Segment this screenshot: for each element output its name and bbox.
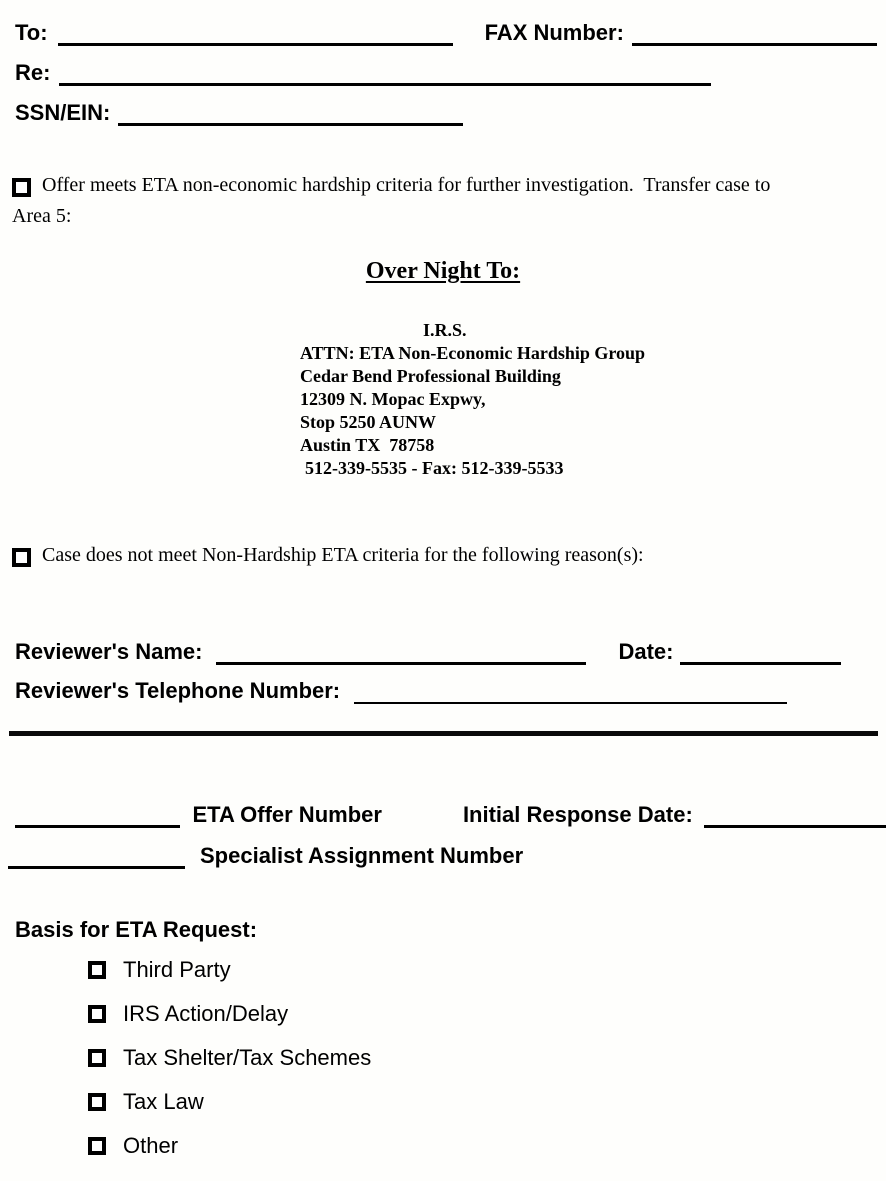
address-line-building: Cedar Bend Professional Building	[300, 366, 561, 386]
to-fax-row	[15, 20, 886, 46]
other-label: Other	[123, 1133, 179, 1158]
fax-number-label: FAX Number:	[484, 20, 624, 45]
tax-law-checkbox[interactable]	[88, 1093, 106, 1111]
reviewer-name-label: Reviewer's Name:	[15, 639, 203, 664]
re-field-line[interactable]	[59, 62, 711, 86]
irs-action-delay-label: IRS Action/Delay	[123, 1001, 289, 1026]
address-line-irs: I.R.S.	[423, 320, 467, 340]
offer-meets-criteria-section	[12, 170, 886, 232]
eta-offer-number-row	[0, 802, 886, 828]
initial-response-date-label: Initial Response Date:	[462, 802, 693, 827]
irs-action-delay-checkbox[interactable]	[88, 1005, 106, 1023]
address-line-city: Austin TX 78758	[300, 435, 435, 455]
reviewer-phone-row	[0, 678, 886, 704]
basis-options-list	[0, 957, 886, 1159]
offer-meets-criteria-text: Offer meets ETA non-economic hardship criteria for further investigation. Transfer case to	[42, 174, 771, 196]
to-field-line[interactable]	[58, 22, 453, 46]
section-divider-double-rule	[9, 731, 878, 736]
irs-address-block	[300, 319, 886, 480]
basis-option-other	[0, 1133, 886, 1159]
address-line-street: 12309 N. Mopac Expwy,	[300, 389, 486, 409]
ssn-ein-row	[15, 100, 886, 126]
tax-law-label: Tax Law	[123, 1089, 204, 1114]
tax-shelter-schemes-checkbox[interactable]	[88, 1049, 106, 1067]
overnight-heading: Over Night To:	[365, 258, 521, 284]
area-5-text: Area 5:	[12, 205, 72, 227]
initial-response-date-field-line[interactable]	[704, 804, 886, 828]
basis-option-tax-law	[0, 1089, 886, 1115]
specialist-assignment-label: Specialist Assignment Number	[200, 843, 524, 868]
to-label: To:	[15, 20, 48, 45]
eta-offer-number-field-line[interactable]	[15, 804, 180, 828]
header-fields	[0, 0, 886, 126]
reviewer-name-row	[0, 639, 886, 665]
eta-offer-number-label: ETA Offer Number	[192, 802, 382, 827]
reviewer-name-field-line[interactable]	[216, 641, 586, 665]
date-label: Date:	[618, 639, 674, 664]
basis-option-irs-action-delay	[0, 1001, 886, 1027]
re-row	[15, 60, 886, 86]
basis-for-eta-request-heading: Basis for ETA Request:	[15, 917, 258, 942]
basis-option-tax-shelter-schemes	[0, 1045, 886, 1071]
fax-number-field-line[interactable]	[632, 22, 877, 46]
other-checkbox[interactable]	[88, 1137, 106, 1155]
specialist-assignment-field-line[interactable]	[8, 845, 185, 869]
date-field-line[interactable]	[680, 641, 841, 665]
offer-meets-criteria-checkbox[interactable]	[12, 178, 31, 197]
address-line-stop: Stop 5250 AUNW	[300, 412, 437, 432]
ssn-ein-field-line[interactable]	[118, 102, 463, 126]
third-party-label: Third Party	[123, 957, 231, 982]
re-label: Re:	[15, 60, 51, 85]
ssn-ein-label: SSN/EIN:	[15, 100, 111, 125]
reviewer-phone-field-line[interactable]	[354, 680, 787, 704]
third-party-checkbox[interactable]	[88, 961, 106, 979]
case-not-meet-criteria-checkbox[interactable]	[12, 548, 31, 567]
address-line-phone-fax: 512-339-5535 - Fax: 512-339-5533	[305, 458, 564, 478]
case-not-meet-criteria-section	[12, 540, 886, 571]
tax-shelter-schemes-label: Tax Shelter/Tax Schemes	[123, 1045, 372, 1070]
address-line-attn: ATTN: ETA Non-Economic Hardship Group	[300, 343, 646, 363]
case-not-meet-criteria-text: Case does not meet Non-Hardship ETA criteria for the following reason(s):	[42, 544, 644, 566]
specialist-assignment-row	[0, 843, 886, 869]
reviewer-phone-label: Reviewer's Telephone Number:	[15, 678, 341, 703]
basis-option-third-party	[0, 957, 886, 983]
